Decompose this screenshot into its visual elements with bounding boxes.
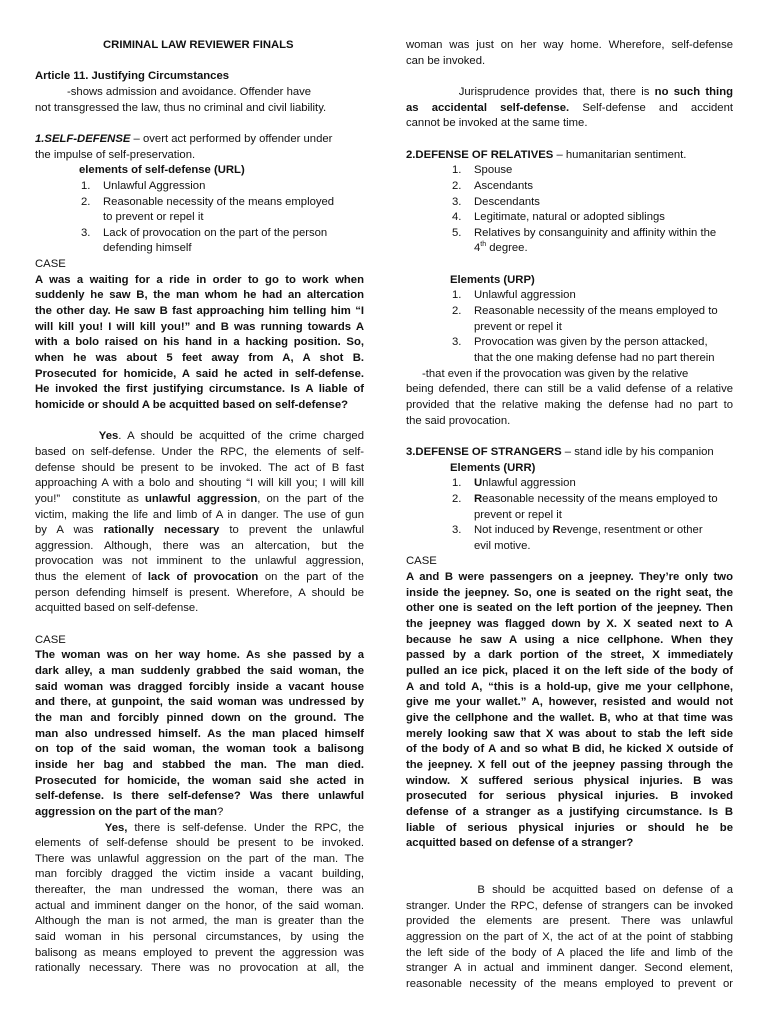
text-line: [406, 695, 733, 710]
text-run: Descendants: [474, 195, 540, 208]
text-run: suddenly he saw B, the man whom he had an altercation: [35, 289, 364, 302]
text-run: inside her bag and stabbed the man. The man died.: [35, 758, 364, 771]
text-line: [35, 899, 364, 914]
text-line: [406, 711, 733, 726]
text-run: the jeepney. X fell out of the jeepney passing through the: [406, 758, 733, 771]
text-line: [35, 69, 364, 84]
text-run: unlawful aggression: [145, 492, 258, 505]
text-run: ?: [217, 805, 224, 818]
list-number: 2.: [452, 305, 462, 318]
text-line: [35, 930, 364, 945]
text-run: prevent or repel it: [474, 320, 562, 333]
text-run: merely looking saw that X was about to stab the left side: [406, 727, 733, 740]
text-run: Unlawful aggression: [474, 289, 576, 302]
text-run: person defending himself is present. Wherefore, A should be: [35, 586, 364, 599]
text-line: [406, 85, 733, 100]
text-run: because he saw A using a nice cellphone. When they: [406, 633, 733, 646]
text-line: [35, 821, 364, 836]
text-line: [406, 367, 733, 382]
text-line: [35, 711, 364, 726]
text-line: [406, 492, 733, 507]
text-line: [35, 742, 364, 757]
list-number: 1.: [452, 289, 462, 302]
list-number: 1.: [81, 179, 91, 192]
text-run: cannot be invoked at the same time.: [406, 117, 588, 130]
text-line: [406, 946, 733, 961]
text-line: [406, 351, 733, 366]
text-run: passed by a dark portion of the street, X immediately: [406, 649, 733, 662]
text-run: rationally necessary: [103, 524, 220, 537]
text-line: [35, 367, 364, 382]
text-run: approaching A with a bolo and shouting “I will kill you; I will kill: [35, 477, 364, 490]
text-run: that the one making defense had no part therein: [474, 352, 715, 364]
text-line: [35, 85, 364, 100]
text-line: [35, 648, 364, 663]
text-run: Provocation was given by the person attacked,: [474, 336, 708, 349]
text-run: said woman in his personal circumstances, by using the: [35, 931, 364, 944]
text-line: [35, 633, 364, 648]
text-run: when he was about 5 feet away from A, A shot B.: [35, 352, 364, 364]
text-run: aggression on the part of the man: [35, 805, 218, 818]
text-run: stranger. Under the RPC, defense of strangers can be invoked: [406, 899, 733, 912]
text-line: [35, 210, 364, 225]
text-line: [406, 195, 733, 210]
text-run: victim, making the life and limb of A in danger. The use of gun: [35, 508, 364, 521]
text-run: rationally necessary. There was no provocation at all, the: [35, 962, 364, 975]
text-run: – humanitarian sentiment.: [553, 148, 687, 161]
text-line: [35, 774, 364, 789]
text-line: [406, 523, 733, 538]
text-line: [35, 163, 364, 178]
text-run: can be invoked.: [406, 54, 486, 67]
text-run: Yes,: [104, 821, 128, 834]
text-line: [406, 930, 733, 945]
text-run: He invoked the first justifying circumstance. Is A liable of: [35, 383, 364, 396]
text-run: said woman was dragged forcibly inside a vacant house: [35, 680, 364, 693]
text-run: acquitted based on self-defense.: [35, 602, 199, 615]
text-line: [406, 273, 733, 288]
text-line: [406, 774, 733, 789]
text-run: – stand idle by his companion: [561, 445, 714, 458]
text-run: Jurisprudence provides that, there is: [406, 85, 655, 98]
text-line: [406, 601, 733, 616]
text-run: Lack of provocation on the part of the person: [103, 226, 328, 239]
text-line: [35, 382, 364, 397]
text-line: [406, 554, 733, 569]
text-run: -shows admission and avoidance. Offender have: [67, 85, 312, 98]
text-line: [35, 805, 364, 820]
text-run: defense should be present to be invoked. The act of B fast: [35, 461, 364, 474]
superscript: th: [480, 241, 487, 249]
text-run: 4: [474, 242, 481, 255]
text-run: R: [474, 492, 483, 505]
list-number: 3.: [452, 195, 462, 208]
text-line: [35, 273, 364, 288]
text-run: CRIMINAL LAW REVIEWER FINALS: [103, 39, 294, 51]
text-line: [406, 899, 733, 914]
text-line: [406, 288, 733, 303]
text-line: [406, 38, 733, 53]
text-run: Elements (URR): [450, 461, 536, 474]
text-line: [406, 742, 733, 757]
text-run: give the cellphone and the wallet. B, who at that time was: [406, 711, 733, 724]
text-run: CASE: [406, 555, 437, 568]
text-line: [406, 539, 733, 554]
text-run: 3.DEFENSE OF STRANGERS: [406, 445, 562, 458]
text-line: [406, 648, 733, 663]
text-line: [35, 132, 364, 147]
text-line: [406, 977, 733, 992]
text-run: stranger A in actual and imminent danger. Second element,: [406, 962, 733, 975]
text-run: the left side of the body of A placed the life and limb of the: [406, 946, 733, 959]
text-line: [35, 852, 364, 867]
text-run: The woman was on her way home. As she passed by a: [35, 649, 364, 662]
text-line: [406, 414, 733, 429]
text-line: [406, 586, 733, 601]
text-run: Prosecuted for homicide, the woman said she acted in: [35, 774, 364, 787]
text-line: [406, 304, 733, 319]
text-line: [406, 163, 733, 178]
text-line: [35, 508, 364, 523]
text-run: Legitimate, natural or adopted siblings: [474, 211, 665, 224]
text-run: Elements (URP): [450, 273, 535, 286]
text-run: evil motive.: [474, 539, 531, 552]
text-run: man forcibly dragged the victim inside a vacant building,: [35, 868, 364, 881]
text-run: aggression on the part of X, the act of at the point of stabbing: [406, 931, 733, 944]
text-line: [406, 727, 733, 742]
text-run: there is self-defense. Under the RPC, the: [127, 821, 365, 834]
text-line: [35, 320, 364, 335]
text-run: – overt act performed by offender under: [130, 132, 333, 145]
text-line: [35, 492, 364, 507]
text-line: [35, 586, 364, 601]
text-run: elements of self-defense should be present to be invoked.: [35, 837, 364, 850]
list-number: 1.: [452, 164, 462, 177]
text-line: [35, 335, 364, 350]
text-run: will kill you! I will kill you!” and B was running towards A: [35, 320, 364, 333]
list-number: 1.: [452, 477, 462, 490]
text-run: 2.DEFENSE OF RELATIVES: [406, 148, 554, 161]
text-run: pulled an ice pick, placed it on the left side of the body of: [406, 665, 733, 677]
text-run: Reasonable necessity of the means employed: [103, 195, 335, 208]
text-run: to prevent or repel it: [103, 211, 204, 224]
text-run: U: [474, 477, 483, 490]
text-line: [406, 633, 733, 648]
text-run: -that even if the provocation was given by the relative: [422, 367, 689, 380]
text-run: the other day. He saw B fast approaching him telling him “I: [35, 305, 364, 318]
text-line: [35, 867, 364, 882]
text-line: [406, 664, 733, 679]
text-line: [35, 148, 364, 163]
text-run: lack of provocation: [147, 571, 259, 584]
text-line: [35, 961, 364, 976]
text-run: prosecuted for serious physical injuries. B invoked: [406, 790, 733, 803]
text-run: Article 11. Justifying Circumstances: [35, 70, 230, 83]
text-run: . A should be acquitted of the crime charged: [118, 430, 365, 443]
text-run: Yes: [98, 430, 119, 443]
text-line: [406, 961, 733, 976]
text-run: defending himself: [103, 242, 192, 255]
text-line: [406, 148, 733, 163]
text-line: [35, 758, 364, 773]
text-line: [406, 914, 733, 929]
text-run: defense of a stranger as a justifying circumstance. Is B: [406, 805, 733, 818]
text-run: the man and forcibly pinned down on the ground. The: [35, 711, 364, 724]
list-number: 3.: [81, 226, 91, 239]
text-run: with a bolo raised on his hand in a hacking position. So,: [35, 336, 364, 349]
text-line: [406, 805, 733, 820]
text-run: give me your wallet.” A, however, resisted and would not: [406, 696, 733, 709]
text-line: [406, 226, 733, 241]
text-run: dark alley, a man suddenly grabbed the said woman, the: [35, 665, 364, 677]
text-run: , on the part of the: [257, 492, 364, 505]
text-line: [35, 789, 364, 804]
text-run: as accidental self-defense.: [406, 101, 570, 114]
text-run: [35, 430, 99, 442]
text-line: [35, 195, 364, 210]
text-line: [35, 101, 364, 116]
text-line: [35, 601, 364, 616]
text-run: evenge, resentment or other: [560, 524, 703, 537]
text-run: Ascendants: [474, 179, 534, 192]
text-run: being defended, there can still be a valid defense of a relative: [406, 383, 733, 396]
text-run: Although the man is not armed, the man is greater than the: [35, 915, 364, 928]
text-line: [35, 351, 364, 366]
list-number: 3.: [452, 524, 462, 537]
text-run: by A was: [35, 524, 104, 537]
text-line: [35, 179, 364, 194]
text-line: [35, 257, 364, 272]
text-run: of the body of A and so what B did, he kicked X outside of: [406, 743, 733, 756]
text-run: acquitted based on defense of a stranger?: [406, 837, 634, 850]
text-run: aggression. Although, there was an altercation, but the: [35, 539, 364, 552]
text-line: [35, 476, 364, 491]
text-run: Prosecuted for homicide, A said he acted in self-defense.: [35, 367, 364, 380]
text-line: [406, 617, 733, 632]
text-run: CASE: [35, 633, 66, 646]
document-title: [35, 38, 364, 53]
text-run: the said provocation.: [406, 414, 511, 427]
text-line: [35, 836, 364, 851]
text-run: B should be acquitted based on defense of a: [406, 884, 733, 897]
text-line: [406, 398, 733, 413]
list-number: 5.: [452, 226, 462, 239]
text-line: [35, 304, 364, 319]
text-run: you!” constitute as: [35, 492, 145, 505]
text-line: [35, 946, 364, 961]
text-run: actual and imminent danger on the honor, of the said woman.: [35, 899, 364, 912]
text-run: A and B were passengers on a jeepney. They’re only two: [406, 571, 733, 584]
text-line: [35, 883, 364, 898]
text-line: [35, 680, 364, 695]
text-line: [35, 523, 364, 538]
text-line: [406, 320, 733, 335]
text-run: provided the elements are present. There was unlawful: [406, 915, 733, 928]
text-line: [35, 664, 364, 679]
text-line: [406, 179, 733, 194]
text-run: A and told A, “this is a hold-up, give me your cellphone,: [406, 680, 733, 693]
text-run: prevent or repel it: [474, 508, 562, 521]
text-run: on the part of the: [258, 571, 364, 584]
text-run: Unlawful Aggression: [103, 179, 206, 192]
text-run: reasonable necessity of the means employed to prevent or: [406, 978, 733, 990]
text-line: [406, 476, 733, 491]
text-line: [35, 398, 364, 413]
text-line: [406, 680, 733, 695]
text-run: Self-defense and accident: [569, 101, 733, 114]
text-line: [35, 288, 364, 303]
text-run: easonable necessity of the means employed to: [482, 492, 718, 505]
text-run: 1.SELF-DEFENSE: [35, 132, 131, 145]
text-run: provocation was not imminent to the unlawful aggression,: [35, 555, 364, 568]
text-line: [406, 570, 733, 585]
text-line: [406, 508, 733, 523]
text-run: based on self-defense. Under the RPC, the elements of self-: [35, 445, 364, 458]
text-line: [35, 226, 364, 241]
list-number: 2.: [452, 179, 462, 192]
text-run: the impulse of self-preservation.: [35, 148, 196, 161]
text-run: degree.: [486, 242, 528, 255]
text-line: [406, 461, 733, 476]
text-line: [35, 554, 364, 569]
list-number: 2.: [81, 195, 91, 208]
text-line: [35, 727, 364, 742]
text-run: A was a waiting for a ride in order to go to work when: [35, 273, 364, 286]
list-number: 3.: [452, 336, 462, 349]
text-run: [35, 822, 105, 834]
text-line: [406, 210, 733, 225]
text-run: balisong as means employed to prevent the aggression was: [35, 946, 364, 959]
text-run: thereafter, the man undressed the woman, there was an: [35, 884, 364, 897]
text-line: [406, 382, 733, 397]
text-line: [406, 789, 733, 804]
text-run: man also undressed himself. As the man placed himself: [35, 727, 364, 740]
text-run: liable of serious physical injuries or should he be: [406, 821, 733, 834]
text-run: other one is seated on the left portion of the jeepney. Then: [406, 602, 733, 615]
text-line: [35, 570, 364, 585]
text-line: [406, 101, 733, 116]
text-run: self-defense. Is there self-defense? Was there unlawful: [35, 790, 364, 803]
text-run: woman was just on her way home. Wherefore, self-defense: [406, 39, 733, 51]
text-run: no such thing: [654, 85, 733, 98]
text-run: Spouse: [474, 164, 513, 177]
text-line: [35, 429, 364, 444]
text-line: [35, 461, 364, 476]
text-line: [406, 821, 733, 836]
text-run: inside the jeepney. So, one is seated on the right seat, the: [406, 586, 733, 599]
text-run: thus the element of: [35, 571, 148, 584]
text-run: homicide or should A be acquitted based on self-defense?: [35, 398, 349, 411]
text-run: There was unlawful aggression on the part of the man. The: [35, 852, 364, 865]
text-line: [406, 758, 733, 773]
text-line: [35, 539, 364, 554]
text-run: R: [552, 524, 561, 537]
text-run: on top of the said woman, the woman took a balisong: [35, 743, 364, 756]
list-number: 4.: [452, 211, 462, 224]
text-line: [35, 241, 364, 256]
text-line: [406, 241, 733, 256]
text-run: elements of self-defense (URL): [79, 164, 245, 177]
text-run: to prevent the unlawful: [219, 524, 364, 537]
text-line: [406, 116, 733, 131]
text-run: provided that the relative making the defense had no part to: [406, 398, 733, 411]
text-line: [35, 445, 364, 460]
text-line: [406, 445, 733, 460]
text-run: Reasonable necessity of the means employed to: [474, 305, 718, 318]
text-line: [406, 335, 733, 350]
text-run: Not induced by: [474, 524, 553, 537]
list-number: 2.: [452, 492, 462, 505]
text-run: and there, at gunpoint, the said woman was undressed by: [35, 696, 364, 709]
text-line: [35, 695, 364, 710]
text-run: CASE: [35, 258, 66, 271]
text-line: [406, 54, 733, 69]
text-run: nlawful aggression: [482, 477, 576, 490]
text-run: not transgressed the law, thus no criminal and civil liability.: [35, 101, 327, 114]
text-line: [406, 836, 733, 851]
text-run: window. X suffered serious physical injuries. B was: [406, 774, 733, 787]
text-line: [406, 883, 733, 898]
text-run: the jeepney was flagged down by X. X seated next to A: [406, 618, 733, 631]
text-line: [35, 914, 364, 929]
text-run: Relatives by consanguinity and affinity within the: [474, 226, 717, 239]
